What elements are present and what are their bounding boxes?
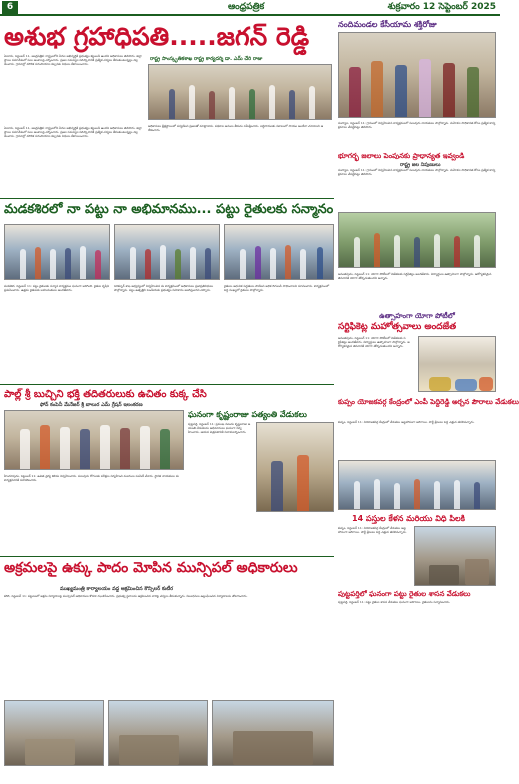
right-top-photo bbox=[338, 32, 496, 118]
bottom-subline: ముఖ్యమంత్రి కార్యాలయం వద్ద ఆక్రమించిన కౌన్సిలర్ కుటీర bbox=[60, 586, 174, 592]
right-band-photo bbox=[338, 212, 496, 268]
right-middle-photo bbox=[338, 460, 496, 510]
right-lower-photo bbox=[414, 526, 496, 586]
right-top-headline: నందిమండల కేసీయామ శక్తిరోజు bbox=[338, 20, 437, 29]
issue-date: శుక్రవారం 12 సెప్టెంబర్ 2025 bbox=[387, 2, 496, 12]
center-middle-photo bbox=[256, 422, 334, 512]
yoga-article-text: అనంతపురం, సెప్టెంబర్ 11: యోగా పోటీలలో విజేతలకు సర్టిఫికెట్లు అందజేశారు. విద్యార్థులు ఉత్సాహంగా పాల్గొన్నారు. ఆరోగ్యకరమైన జీవనానికి యోగా తోడ్పడుతుందని అన్నారు. bbox=[338, 336, 410, 348]
yoga-headline-line-2: సర్టిఫికెట్ల మహోత్సవాలు అందజేత bbox=[338, 322, 457, 332]
bottom-photo-2 bbox=[108, 700, 208, 766]
divider bbox=[0, 384, 334, 385]
right-top-article-text: నంద్యాల, సెప్టెంబర్ 11: గ్రామంలో నిర్వహించిన కార్యక్రమంలో పలువురు నాయకులు పాల్గొన్నారు. మహిళల సాధికారత కోసం ప్రత్యేక కార్యక్రమాలు చేపట్టినట్లు తెలిపారు. bbox=[338, 121, 496, 129]
band-photo-2 bbox=[114, 224, 220, 280]
band-photo-3 bbox=[224, 224, 334, 280]
bottom-photo-3 bbox=[212, 700, 334, 766]
yoga-photo bbox=[418, 336, 496, 392]
main-subline: రాష్ట్ర సాంస్కృతికశాఖ రాష్ట్ర కార్యదర్శి డా. ఎమ్ చేరి రాజు bbox=[150, 56, 263, 62]
band-photo-1 bbox=[4, 224, 110, 280]
bottom-photo-1 bbox=[4, 700, 104, 766]
bottom-article-text: కదిరి, సెప్టెంబర్ 11: పట్టణంలో అక్రమ నిర్మాణాలపై మున్సిపల్ అధికారులు కొరడా ఝుళిపించారు. ప్రభుత్వ స్థలాలను ఆక్రమించిన వారిపై చర్యలు తీసుకున్నారు. నిబంధనలు ఉల్లంఘించిన నిర్మాణాలను తొలగించారు. bbox=[4, 594, 248, 598]
right-middle-article-text: కుప్పం, సెప్టెంబర్ 11: నియోజకవర్గ కేంద్రంలో వేడుకలు అట్టహాసంగా జరిగాయి. పార్టీ శ్రేణులు పెద్ద ఎత్తున తరలివచ్చారు. bbox=[338, 420, 475, 424]
yoga-headline-line-1: ఉత్సాహంగా యోగా పోటీలో bbox=[379, 312, 455, 320]
main-article-text-3: అధికారులు క్షేత్రస్థాయిలో పర్యటించి ప్రజలతో మాట్లాడారు. పథకాల అమలు తీరును సమీక్షించారు. లబ్ధిదారులకు సకాలంలో సాయం అందేలా చూడాలని ఆదేశించారు. bbox=[148, 124, 324, 132]
right-second-article-text: నంద్యాల, సెప్టెంబర్ 11: గ్రామంలో నిర్వహించిన కార్యక్రమంలో పలువురు నాయకులు పాల్గొన్నారు. మహిళల సాధికారత కోసం ప్రత్యేక కార్యక్రమాలు చేపట్టినట్లు తెలిపారు. bbox=[338, 168, 496, 176]
bottom-right-article-text: పుట్టపర్తి, సెప్టెంబర్ 11: పట్టు రైతుల శాసన వేడుకలు ఘనంగా జరిగాయి. రైతులను సన్మానించారు. bbox=[338, 600, 451, 604]
band-article-text-1: మడకశిర, సెప్టెంబర్ 11: పట్టు రైతులకు సన్మాన కార్యక్రమం ఘనంగా జరిగింది. రైతుల కృషిని ప్రశంసించారు. ఉత్తమ రైతులకు బహుమతులు అందజేశారు. bbox=[4, 284, 110, 292]
main-photo bbox=[148, 64, 332, 120]
main-article-text: ఏలూరు, సెప్టెంబర్ 11, ఆంధ్రపత్రిక: రాష్ట్రంలోని పేదల అభివృద్ధికి ప్రభుత్వం కట్టుబడి ఉందని అధికారులు తెలిపారు. జిల్లా స్థాయి సమావేశంలో పలు అంశాలపై చర్చించారు. ప్రజల సమస్యల పరిష్కారానికి ప్రత్యేక చర్యలు తీసుకుంటున్నట్లు వెల్లడించారు. గ్రామాల్లో మౌలిక సదుపాయాల కల్పనకు నిధులు కేటాయించారు. bbox=[4, 54, 142, 66]
center-middle-headline: ఘనంగా కృష్ణంరాజు పత్యంతి వేడుకలు bbox=[188, 410, 307, 419]
left-middle-article-text: హిందూపురం, సెప్టెంబర్ 11: ఉచిత వైద్య శిబిరం నిర్వహించారు. పలువురు రోగులకు పరీక్షలు నిర్వహించి మందులు పంపిణీ చేశారు. స్థానిక నాయకులు ఈ కార్యక్రమానికి సహకరించారు. bbox=[4, 474, 179, 482]
main-headline: అశుభ గ్రహాధిపతి.....జగన్ రెడ్డి bbox=[4, 22, 310, 51]
divider bbox=[0, 198, 334, 199]
right-second-subline: రాష్ట్ర జల నిపుణులు bbox=[400, 162, 441, 168]
right-band-article-text: అనంతపురం, సెప్టెంబర్ 11: యోగా పోటీలలో విజేతలకు సర్టిఫికెట్లు అందజేశారు. విద్యార్థులు ఉత్సాహంగా పాల్గొన్నారు. ఆరోగ్యకరమైన జీవనానికి యోగా తోడ్పడుతుందని అన్నారు. bbox=[338, 272, 492, 280]
left-middle-headline: పాల్ల్ శ్రీ బుచ్చిని భక్తి తదితరులుకు ఉచితం కుక్క చేసి bbox=[4, 389, 207, 400]
left-middle-photo bbox=[4, 410, 184, 470]
band-headline: మడకశిరలో నా పట్టు నా అభిమానము... పట్టు రైతులకు సన్మానం bbox=[4, 202, 334, 217]
right-second-headline: భూగర్భ జలాలు పెంపునకు ప్రాధాన్యత ఇవ్వండి bbox=[338, 152, 465, 160]
right-lower-headline: 14 పస్తుల కేళన మరియు విధి పిలకి bbox=[352, 514, 465, 523]
right-middle-headline: కుప్పం యోజకవర్గ కేంద్రంలో ఎంపీ పెద్దిరెడ్డి అర్చన పౌరాలు వేడుకలు bbox=[338, 398, 519, 406]
bottom-headline: అక్రమలపై ఉక్కు పాదం మోపిన మున్సిపల్ అధికారులు bbox=[4, 560, 298, 576]
divider bbox=[0, 556, 334, 557]
left-middle-subline: ఫోన్ కంపెనీ మేనేజర్ శ్రీ బాలుర ఎమ్ గ్రేషన్ ఇలంకరణ bbox=[40, 402, 143, 408]
band-article-text-3: రైతులు ఆధునిక పద్ధతులు పాటించి అధిక దిగుబడి సాధించాలని సూచించారు. కార్యక్రమంలో పెద్ద సంఖ్యలో రైతులు పాల్గొన్నారు. bbox=[224, 284, 330, 292]
right-lower-article-text: కుప్పం, సెప్టెంబర్ 11: నియోజకవర్గ కేంద్రంలో వేడుకలు అట్టహాసంగా జరిగాయి. పార్టీ శ్రేణులు పెద్ద ఎత్తున తరలివచ్చారు. bbox=[338, 526, 407, 534]
page-number: 6 bbox=[2, 1, 18, 14]
paper-name: ఆంధ్రపత్రిక bbox=[228, 2, 265, 12]
main-article-text-2: ఏలూరు, సెప్టెంబర్ 11, ఆంధ్రపత్రిక: రాష్ట్రంలోని పేదల అభివృద్ధికి ప్రభుత్వం కట్టుబడి ఉందని అధికారులు తెలిపారు. జిల్లా స్థాయి సమావేశంలో పలు అంశాలపై చర్చించారు. ప్రజల సమస్యల పరిష్కారానికి ప్రత్యేక చర్యలు తీసుకుంటున్నట్లు వెల్లడించారు. గ్రామాల్లో మౌలిక సదుపాయాల కల్పనకు నిధులు కేటాయించారు. bbox=[4, 126, 142, 138]
band-article-text-2: సెరికల్చర్ శాఖ ఆధ్వర్యంలో నిర్వహించిన ఈ కార్యక్రమంలో అధికారులు ప్రజాప్రతినిధులు పాల్గొన్నారు. పట్టు ఉత్పత్తిని పెంచేందుకు ప్రభుత్వం సహకారం అందిస్తుందని చెప్పారు. bbox=[114, 284, 214, 292]
center-middle-article-text: పుట్టపర్తి, సెప్టెంబర్ 11: ప్రముఖ నటుడు కృష్ణంరాజు జయంతి వేడుకలను అభిమానులు ఘనంగా నిర్వహించారు. ఆయన చిత్రపటానికి నివాళులర్పించారు. bbox=[188, 422, 251, 434]
bottom-right-headline: పుట్టపర్తిలో ఘనంగా పట్టు రైతుల శాసన వేడుకలు bbox=[338, 590, 471, 598]
